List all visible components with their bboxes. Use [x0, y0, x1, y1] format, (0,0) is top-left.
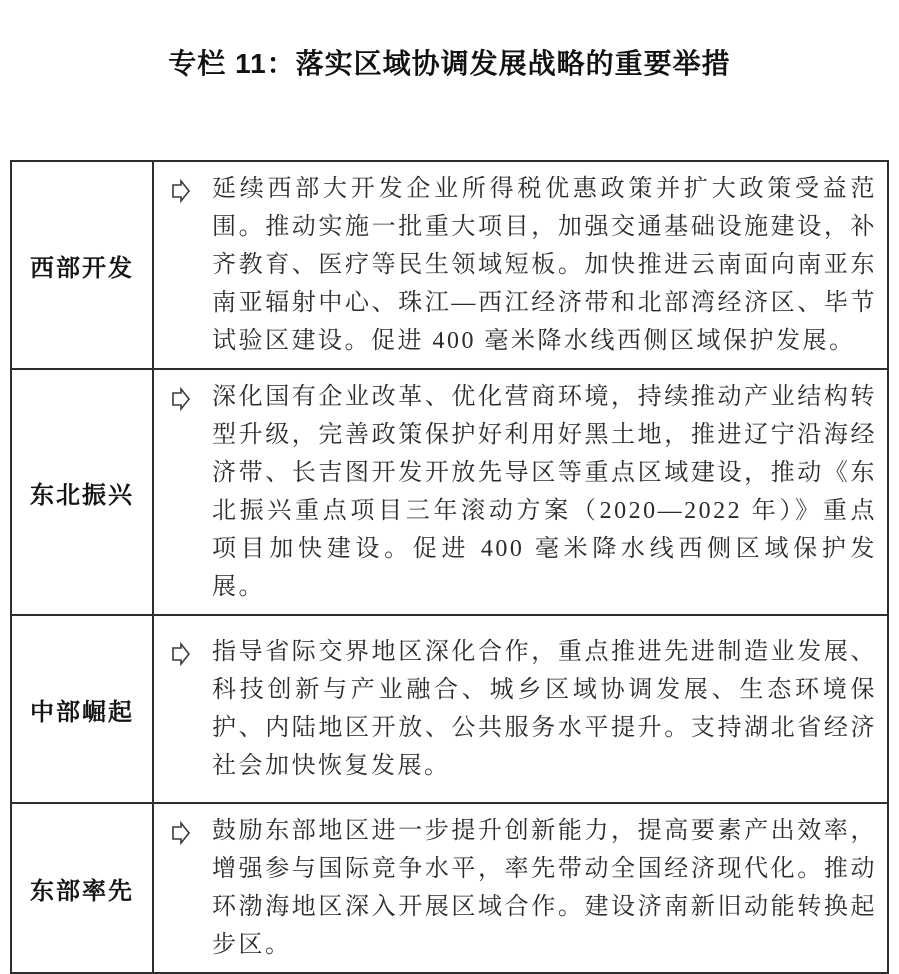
measure-text: 深化国有企业改革、优化营商环境，持续推动产业结构转型升级，完善政策保护好利用好黑土地，推进辽宁沿海经济带、长吉图开发开放先导区等重点区域建设，推动《东北振兴重点项目三年滚动方案（2020—2022 年）》重点项目加快建设。促进 400 毫米降水线西侧区域保护发展。: [212, 384, 877, 600]
measure-cell: [154, 616, 887, 802]
measures-table: [10, 160, 889, 974]
arrow-right-icon: [170, 820, 194, 964]
table-row: [12, 802, 887, 972]
measure-text: 鼓励东部地区进一步提升创新能力，提高要素产出效率，增强参与国际竞争水平，率先带动全国经济现代化。推动环渤海地区深入开展区域合作。建设济南新旧动能转换起步区。: [212, 818, 877, 958]
table-row: [12, 614, 887, 802]
arrow-right-icon: [170, 178, 194, 360]
region-label-west: 西部开发: [12, 162, 154, 368]
measure-cell: [154, 162, 887, 368]
arrow-right-icon: [170, 386, 194, 606]
measure-text: 指导省际交界地区深化合作，重点推进先进制造业发展、科技创新与产业融合、城乡区域协调发展、生态环境保护、内陆地区开放、公共服务水平提升。支持湖北省经济社会加快恢复发展。: [212, 639, 877, 779]
region-label-central: 中部崛起: [12, 616, 154, 802]
region-label-northeast: 东北振兴: [12, 370, 154, 614]
arrow-right-icon: [170, 641, 194, 785]
page-title: 专栏 11：落实区域协调发展战略的重要举措: [168, 48, 731, 79]
measure-cell: [154, 804, 887, 972]
document-page: [0, 42, 899, 958]
table-row: [12, 162, 887, 368]
table-row: [12, 368, 887, 614]
measure-cell: [154, 370, 887, 614]
measure-text: 延续西部大开发企业所得税优惠政策并扩大政策受益范围。推动实施一批重大项目，加强交通基础设施建设，补齐教育、医疗等民生领域短板。加快推进云南面向南亚东南亚辐射中心、珠江—西江经济带和北部湾经济区、毕节试验区建设。促进 400 毫米降水线西侧区域保护发展。: [212, 176, 877, 354]
region-label-east: 东部率先: [12, 804, 154, 972]
